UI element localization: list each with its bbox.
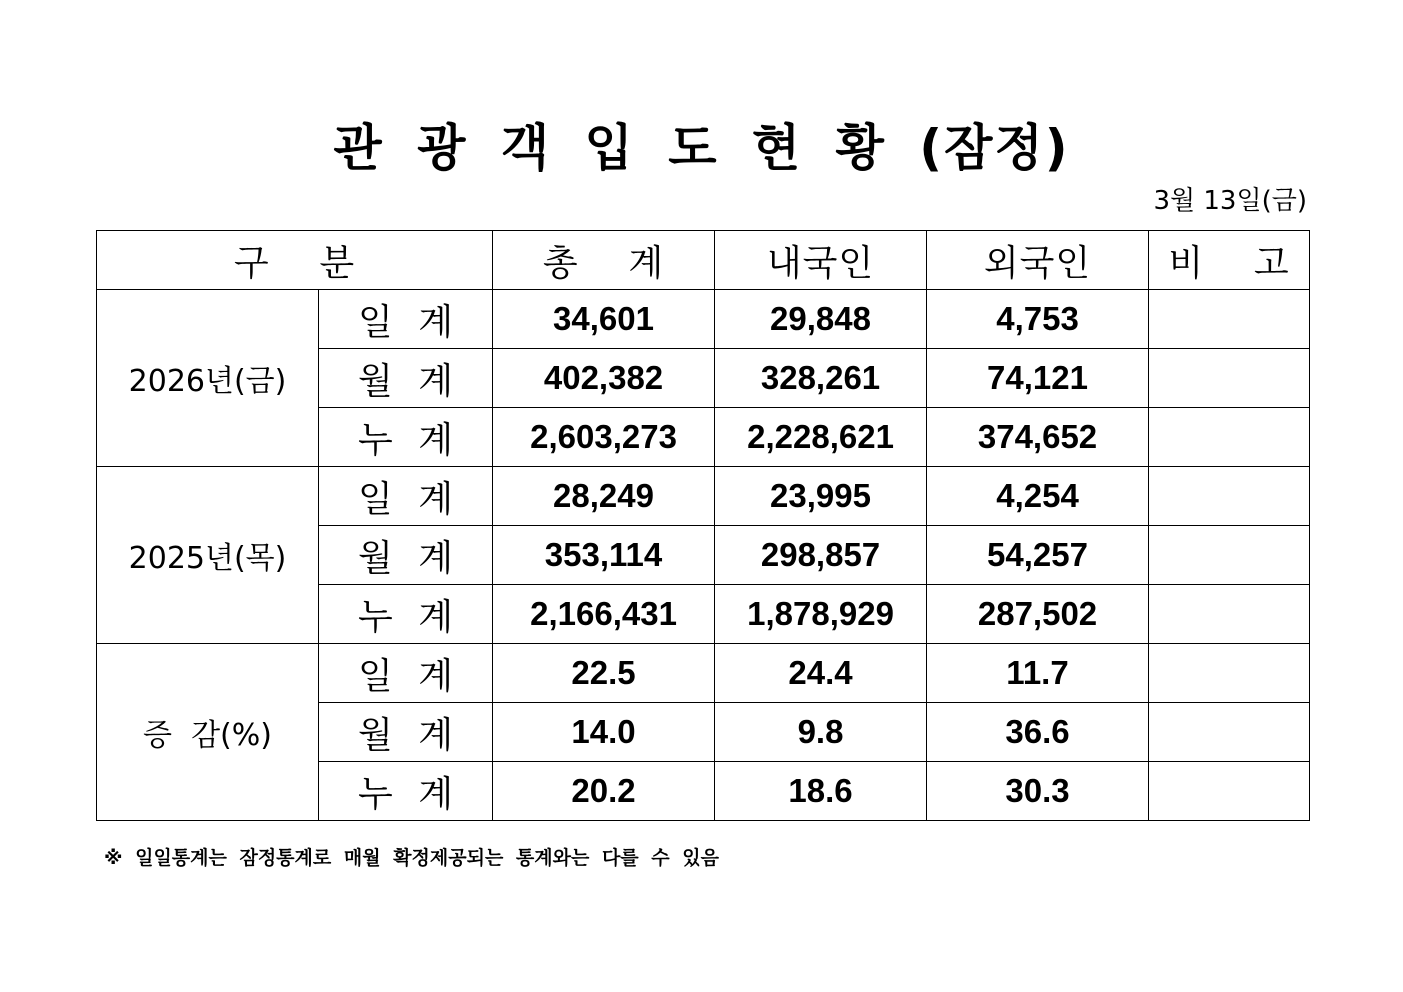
- cell-foreign: 74,121: [927, 349, 1149, 408]
- cell-domestic: 24.4: [715, 644, 927, 703]
- cell-total: 28,249: [493, 467, 715, 526]
- table-header-row: [97, 231, 1310, 290]
- cell-foreign: 287,502: [927, 585, 1149, 644]
- cell-remarks: [1149, 585, 1310, 644]
- cell-domestic: 29,848: [715, 290, 927, 349]
- row-label: 월 계: [319, 349, 493, 408]
- cell-foreign: 374,652: [927, 408, 1149, 467]
- row-label: 일 계: [319, 467, 493, 526]
- cell-remarks: [1149, 703, 1310, 762]
- cell-remarks: [1149, 349, 1310, 408]
- cell-total: 34,601: [493, 290, 715, 349]
- header-remarks: 비 고: [1149, 231, 1310, 290]
- cell-foreign: 4,254: [927, 467, 1149, 526]
- row-label: 누 계: [319, 408, 493, 467]
- cell-foreign: 30.3: [927, 762, 1149, 821]
- cell-total: 20.2: [493, 762, 715, 821]
- cell-domestic: 2,228,621: [715, 408, 927, 467]
- cell-remarks: [1149, 762, 1310, 821]
- cell-domestic: 9.8: [715, 703, 927, 762]
- cell-domestic: 328,261: [715, 349, 927, 408]
- row-label: 월 계: [319, 526, 493, 585]
- cell-total: 402,382: [493, 349, 715, 408]
- table-row: [97, 467, 1310, 526]
- header-total: 총 계: [493, 231, 715, 290]
- cell-domestic: 1,878,929: [715, 585, 927, 644]
- report-date: 3월 13일(금): [1153, 186, 1307, 216]
- cell-remarks: [1149, 644, 1310, 703]
- row-label: 일 계: [319, 290, 493, 349]
- row-label: 일 계: [319, 644, 493, 703]
- cell-domestic: 18.6: [715, 762, 927, 821]
- cell-domestic: 23,995: [715, 467, 927, 526]
- cell-remarks: [1149, 467, 1310, 526]
- header-category: 구 분: [97, 231, 493, 290]
- table-row: [97, 644, 1310, 703]
- cell-total: 353,114: [493, 526, 715, 585]
- row-label: 월 계: [319, 703, 493, 762]
- cell-total: 2,166,431: [493, 585, 715, 644]
- cell-total: 22.5: [493, 644, 715, 703]
- cell-foreign: 11.7: [927, 644, 1149, 703]
- cell-foreign: 4,753: [927, 290, 1149, 349]
- cell-remarks: [1149, 408, 1310, 467]
- footnote: ※ 일일통계는 잠정통계로 매월 확정제공되는 통계와는 다를 수 있음: [104, 847, 719, 869]
- cell-foreign: 36.6: [927, 703, 1149, 762]
- header-domestic: 내국인: [715, 231, 927, 290]
- row-label: 누 계: [319, 762, 493, 821]
- group-label-2026: 2026년(금): [97, 290, 319, 467]
- table-row: [97, 290, 1310, 349]
- cell-total: 2,603,273: [493, 408, 715, 467]
- header-foreign: 외국인: [927, 231, 1149, 290]
- cell-total: 14.0: [493, 703, 715, 762]
- row-label: 누 계: [319, 585, 493, 644]
- cell-domestic: 298,857: [715, 526, 927, 585]
- cell-foreign: 54,257: [927, 526, 1149, 585]
- group-label-change: 증 감(%): [97, 644, 319, 821]
- cell-remarks: [1149, 526, 1310, 585]
- cell-remarks: [1149, 290, 1310, 349]
- page-title: 관 광 객 입 도 현 황 (잠정): [333, 119, 1070, 177]
- tourist-arrivals-table: [96, 230, 1310, 821]
- group-label-2025: 2025년(목): [97, 467, 319, 644]
